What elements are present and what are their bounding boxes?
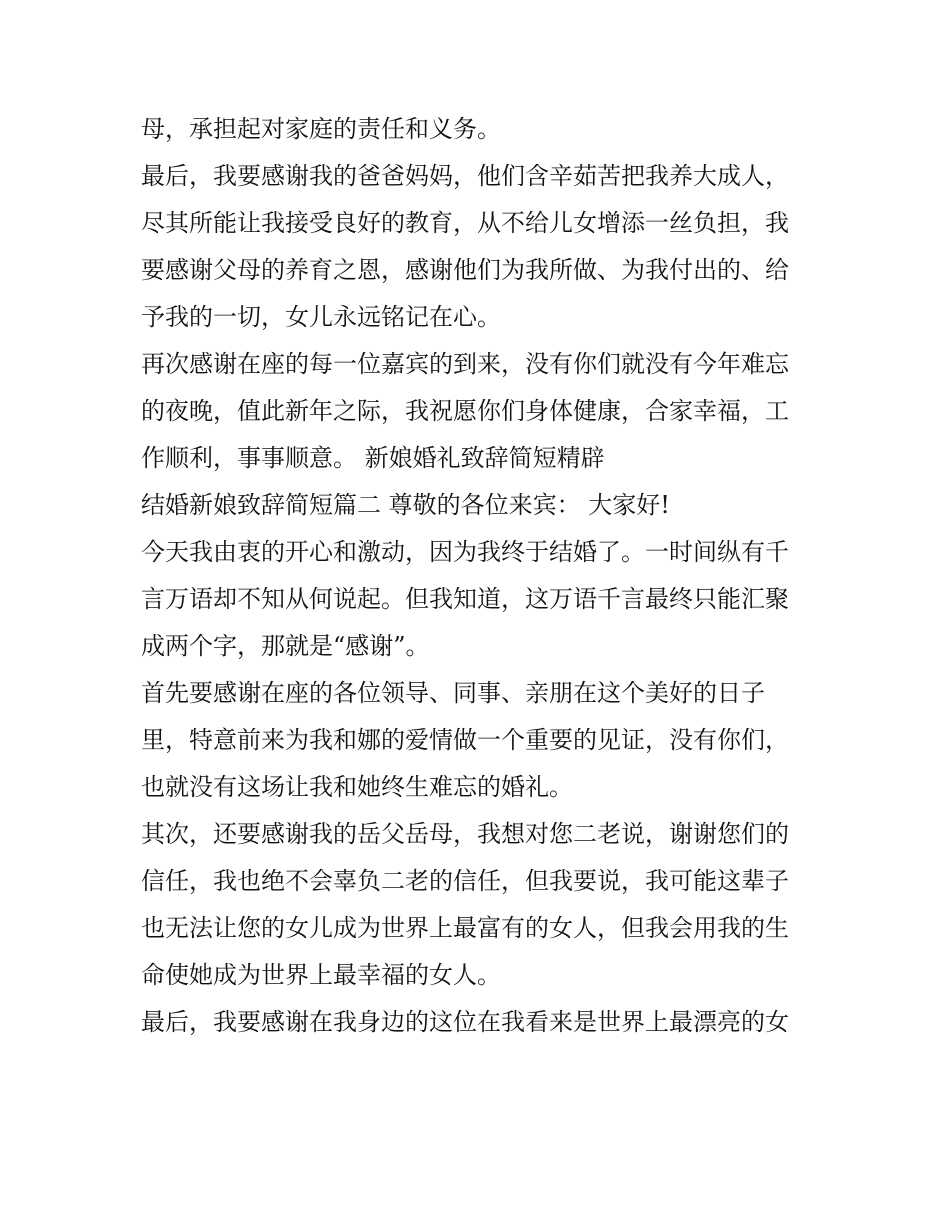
text-line-8: 作顺利，事事顺意。 新娘婚礼致辞简短精辟	[141, 444, 605, 472]
text-line-17: 信任，我也绝不会辜负二老的信任，但我要说，我可能这辈子	[141, 867, 789, 895]
text-line-15: 也就没有这场让我和她终生难忘的婚礼。	[141, 773, 573, 801]
text-line-10: 今天我由衷的开心和激动，因为我终于结婚了。一时间纵有千	[141, 538, 789, 566]
text-line-9: 结婚新娘致辞简短篇二 尊敬的各位来宾： 大家好!	[141, 491, 670, 519]
text-line-4: 要感谢父母的养育之恩，感谢他们为我所做、为我付出的、给	[141, 256, 789, 284]
text-line-16: 其次，还要感谢我的岳父岳母，我想对您二老说，谢谢您们的	[141, 820, 789, 848]
text-line-1: 母，承担起对家庭的责任和义务。	[141, 115, 501, 143]
text-line-6: 再次感谢在座的每一位嘉宾的到来，没有你们就没有今年难忘	[141, 350, 789, 378]
text-line-18: 也无法让您的女儿成为世界上最富有的女人，但我会用我的生	[141, 914, 789, 942]
text-line-11: 言万语却不知从何说起。但我知道，这万语千言最终只能汇聚	[141, 585, 789, 613]
text-line-14: 里，特意前来为我和娜的爱情做一个重要的见证，没有你们，	[141, 726, 789, 754]
text-line-20: 最后，我要感谢在我身边的这位在我看来是世界上最漂亮的女	[141, 1008, 789, 1036]
text-line-7: 的夜晚，值此新年之际，我祝愿你们身体健康，合家幸福，工	[141, 397, 789, 425]
text-line-13: 首先要感谢在座的各位领导、同事、亲朋在这个美好的日子	[141, 679, 765, 707]
text-line-3: 尽其所能让我接受良好的教育，从不给儿女增添一丝负担，我	[141, 209, 789, 237]
text-line-12: 成两个字，那就是“感谢”。	[141, 632, 430, 660]
text-line-2: 最后，我要感谢我的爸爸妈妈，他们含辛茹苦把我养大成人，	[141, 162, 789, 190]
document-body	[141, 106, 821, 1046]
text-line-19: 命使她成为世界上最幸福的女人。	[141, 961, 501, 989]
text-line-5: 予我的一切，女儿永远铭记在心。	[141, 303, 501, 331]
